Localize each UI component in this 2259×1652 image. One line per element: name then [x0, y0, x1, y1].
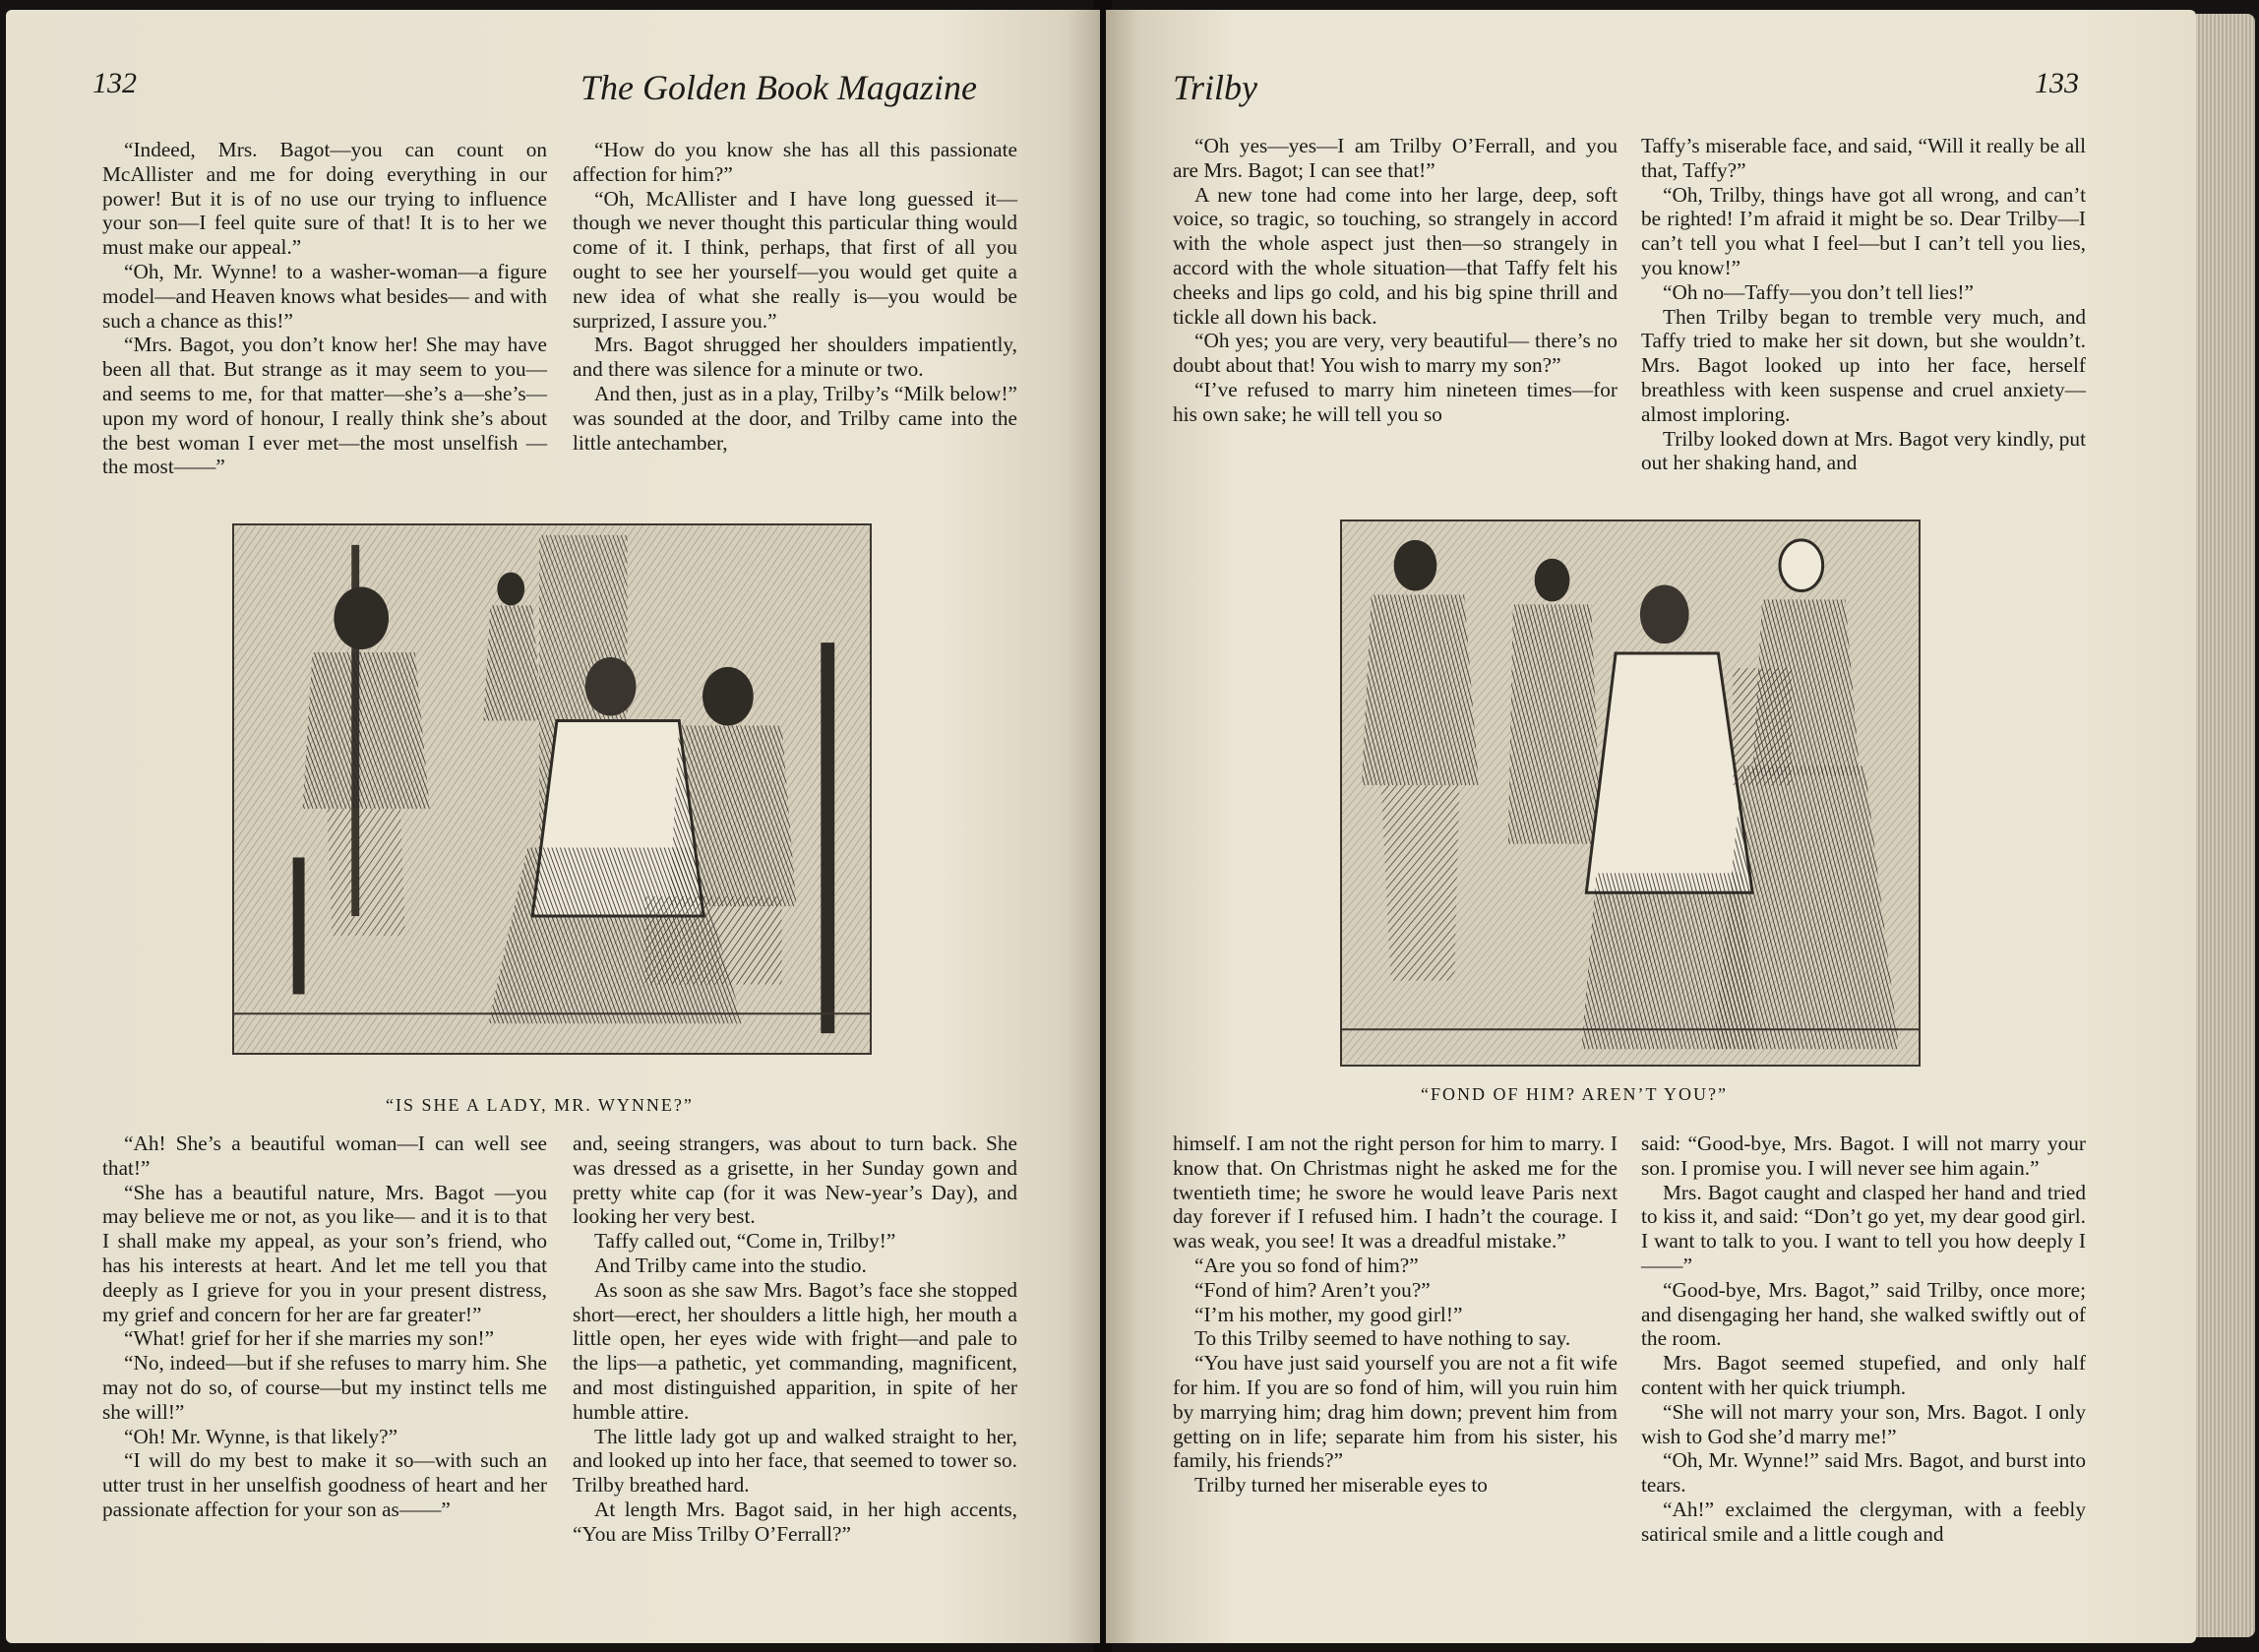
paragraph: “I’ve refused to marry him nineteen times—for his own sake; he will tell you so	[1173, 377, 1618, 426]
illustration-fond-of-him	[1340, 520, 1921, 1067]
paragraph: A new tone had come into her large, deep, soft voice, so tragic, so touching, so strangely in accord with the whole aspect just then—so strangely in accord with the whole situation—that Taffy felt his cheeks and lips go cold, and his big spine thrill and tickle all down his back.	[1173, 182, 1618, 329]
paragraph-continued: Taffy’s miserable face, and said, “Will it really be all that, Taffy?”	[1641, 134, 2086, 182]
paragraph-continued: said: “Good-bye, Mrs. Bagot. I will not marry your son. I promise you. I will never see him again.”	[1641, 1132, 2086, 1180]
paragraph-continued: himself. I am not the right person for him to marry. I know that. On Christmas night he asked me for the twentieth time; he swore he would leave Paris next day forever if I refused him. I hadn’t the courage. I was weak, you see! It was a dreadful mistake.”	[1173, 1132, 1618, 1254]
paragraph: Mrs. Bagot shrugged her shoulders impatiently, and there was silence for a minute or two.	[573, 333, 1017, 382]
paragraph: And then, just as in a play, Trilby’s “Milk below!” was sounded at the door, and Trilby came into the little antechamber,	[573, 381, 1017, 455]
paragraph: Then Trilby began to tremble very much, and Taffy tried to make her sit down, but she wouldn’t. Mrs. Bagot looked up into her face, herself breathless with keen suspense and cruel anxiety—almost imploring.	[1641, 304, 2086, 426]
right-page-number: 133	[2035, 67, 2079, 99]
paragraph: “Mrs. Bagot, you don’t know her! She may have been all that. But strange as it may seem to you—and seems to me, for that matter—she’s a—she’s—upon my word of honour, I really think she’s about the best woman I ever met—the most unselfish —the most——”	[102, 333, 547, 479]
paragraph: “What! grief for her if she marries my son!”	[124, 1326, 495, 1351]
right-running-head: Trilby	[1173, 68, 1258, 107]
paragraph: “You have just said yourself you are not a fit wife for him. If you are so fond of him, will you ruin him by marrying him; drag him down; prevent him from getting on in life; separate him from his sister, his family, his friends?”	[1173, 1351, 1618, 1473]
right-illustration-caption: “FOND OF HIM? AREN’T YOU?”	[1421, 1084, 1728, 1104]
paragraph: “Oh, McAllister and I have long guessed it—though we never thought this particular thing would come of it. I think, perhaps, that first of all you ought to see her yourself—you would get quite a new idea of what she really is—you would be surprized, I assure you.”	[573, 186, 1017, 333]
paragraph: “I’m his mother, my good girl!”	[1194, 1302, 1463, 1326]
paragraph: Trilby looked down at Mrs. Bagot very kindly, put out her shaking hand, and	[1641, 426, 2086, 475]
left-page-number: 132	[92, 67, 137, 99]
paragraph: Trilby turned her miserable eyes to	[1194, 1473, 1488, 1498]
paragraph: “I will do my best to make it so—with such an utter trust in her unselfish goodness of heart and her passionate affection for your son as——”	[102, 1448, 547, 1521]
paragraph: Taffy called out, “Come in, Trilby!”	[594, 1229, 896, 1254]
paragraph: “How do you know she has all this passionate affection for him?”	[573, 138, 1017, 186]
left-col1-bottom	[102, 1132, 547, 1522]
paragraph: “Oh no—Taffy—you don’t tell lies!”	[1663, 279, 1974, 304]
page-edges	[2196, 14, 2255, 1637]
left-col1-top	[102, 138, 547, 479]
paragraph: “Ah!” exclaimed the clergyman, with a feebly satirical smile and a little cough and	[1641, 1497, 2086, 1546]
paragraph: Mrs. Bagot caught and clasped her hand and tried to kiss it, and said: “Don’t go yet, my dear good girl. I want to talk to you. I want to tell you how deeply I——”	[1641, 1180, 2086, 1277]
paragraph: As soon as she saw Mrs. Bagot’s face she stopped short—erect, her shoulders a little high, her mouth a little open, her eyes wide with fright—and pale to the lips—a pathetic, yet commanding, magnificent, and most distinguished apparition, in spite of her humble attire.	[573, 1277, 1017, 1424]
paragraph: To this Trilby seemed to have nothing to say.	[1194, 1326, 1571, 1351]
paragraph: “Indeed, Mrs. Bagot—you can count on McAllister and me for doing everything in our power! But it is of no use our trying to influence your son—I feel quite sure of that! It is to her we must make our appeal.”	[102, 138, 547, 260]
paragraph: “Are you so fond of him?”	[1194, 1253, 1419, 1277]
paragraph: “Good-bye, Mrs. Bagot,” said Trilby, once more; and disengaging her hand, she walked swiftly out of the room.	[1641, 1277, 2086, 1351]
paragraph: The little lady got up and walked straight to her, and looked up into her face, that seemed to tower so. Trilby breathed hard.	[573, 1424, 1017, 1498]
illustration-is-she-a-lady	[232, 523, 872, 1055]
left-col2-top	[573, 138, 1017, 455]
paragraph-continued: and, seeing strangers, was about to turn back. She was dressed as a grisette, in her Sunday gown and pretty white cap (for it was New-year’s Day), and looking her very best.	[573, 1132, 1017, 1229]
paragraph: And Trilby came into the studio.	[594, 1253, 867, 1277]
paragraph: “No, indeed—but if she refuses to marry him. She may not do so, of course—but my instinct tells me she will!”	[102, 1351, 547, 1424]
paragraph: “Oh! Mr. Wynne, is that likely?”	[124, 1424, 398, 1448]
paragraph: “Oh, Mr. Wynne! to a washer-woman—a figure model—and Heaven knows what besides— and with such a chance as this!”	[102, 259, 547, 333]
right-col2-bottom	[1641, 1132, 2086, 1547]
paragraph: At length Mrs. Bagot said, in her high accents, “You are Miss Trilby O’Ferrall?”	[573, 1497, 1017, 1546]
right-col2-top	[1641, 134, 2086, 475]
left-running-head: The Golden Book Magazine	[580, 68, 977, 107]
paragraph: “Oh, Trilby, things have got all wrong, and can’t be righted! I’m afraid it might be so. Dear Trilby—I can’t tell you what I feel—but I can’t tell you lies, you know!”	[1641, 182, 2086, 279]
paragraph: “Oh yes—yes—I am Trilby O’Ferrall, and you are Mrs. Bagot; I can see that!”	[1173, 134, 1618, 182]
right-col1-bottom	[1173, 1132, 1618, 1498]
paragraph: “Oh, Mr. Wynne!” said Mrs. Bagot, and burst into tears.	[1641, 1448, 2086, 1498]
right-col1-top	[1173, 134, 1618, 427]
paragraph: “Fond of him? Aren’t you?”	[1194, 1277, 1431, 1302]
paragraph: “She has a beautiful nature, Mrs. Bagot —you may believe me or not, as you like— and it is to that I shall make my appeal, as your son’s friend, who has his interests at heart. And let me tell you that deeply as I grieve for you in your present distress, my grief and concern for her are far greater!”	[102, 1180, 547, 1326]
left-illustration-caption: “IS SHE A LADY, MR. WYNNE?”	[386, 1095, 694, 1115]
paragraph: Mrs. Bagot seemed stupefied, and only half content with her quick triumph.	[1641, 1351, 2086, 1399]
paragraph: “Oh yes; you are very, very beautiful— there’s no doubt about that! You wish to marry my son?”	[1173, 329, 1618, 378]
paragraph: “Ah! She’s a beautiful woman—I can well see that!”	[102, 1132, 547, 1180]
paragraph: “She will not marry your son, Mrs. Bagot. I only wish to God she’d marry me!”	[1641, 1399, 2086, 1448]
left-col2-bottom	[573, 1132, 1017, 1547]
